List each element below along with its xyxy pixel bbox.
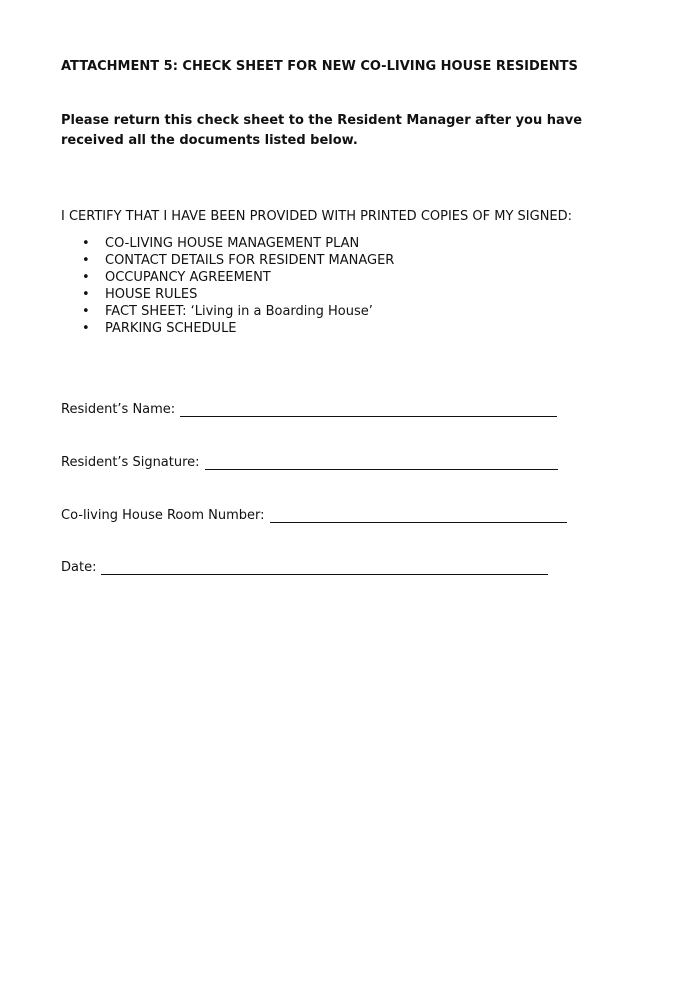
list-item — [61, 269, 394, 286]
resident-signature-blank[interactable] — [205, 455, 558, 470]
bullet-icon: • — [82, 287, 90, 302]
return-instruction: Please return this check sheet to the Resident Manager after you have received all the documents listed below. — [61, 113, 583, 148]
room-number-blank[interactable] — [270, 508, 567, 523]
document-label: OCCUPANCY AGREEMENT — [105, 270, 271, 285]
bullet-icon: • — [82, 270, 90, 285]
room-number-label: Co-living House Room Number: — [61, 508, 265, 523]
list-item — [61, 235, 394, 252]
list-item — [61, 252, 394, 269]
document-label: CONTACT DETAILS FOR RESIDENT MANAGER — [105, 253, 395, 268]
bullet-icon: • — [82, 236, 90, 251]
document-label: CO-LIVING HOUSE MANAGEMENT PLAN — [105, 236, 360, 251]
date-blank[interactable] — [101, 560, 548, 575]
date-field — [61, 560, 548, 575]
bullet-icon: • — [82, 304, 90, 319]
resident-name-label: Resident’s Name: — [61, 402, 176, 417]
certification-statement: I CERTIFY THAT I HAVE BEEN PROVIDED WITH PRINTED COPIES OF MY SIGNED: — [61, 209, 573, 224]
document-label: HOUSE RULES — [105, 287, 198, 302]
list-item — [61, 303, 394, 320]
date-label: Date: — [61, 560, 97, 575]
list-item — [61, 286, 394, 303]
document-label: FACT SHEET: ‘Living in a Boarding House’ — [105, 304, 373, 319]
attachment-heading: ATTACHMENT 5: CHECK SHEET FOR NEW CO-LIVING HOUSE RESIDENTS — [61, 59, 578, 74]
list-item — [61, 320, 394, 337]
documents-list — [61, 235, 394, 337]
bullet-icon: • — [82, 253, 90, 268]
document-label: PARKING SCHEDULE — [105, 321, 237, 336]
resident-signature-label: Resident’s Signature: — [61, 455, 200, 470]
resident-name-field — [61, 402, 557, 417]
bullet-icon: • — [82, 321, 90, 336]
resident-name-blank[interactable] — [180, 402, 557, 417]
room-number-field — [61, 508, 567, 523]
resident-signature-field — [61, 455, 558, 470]
